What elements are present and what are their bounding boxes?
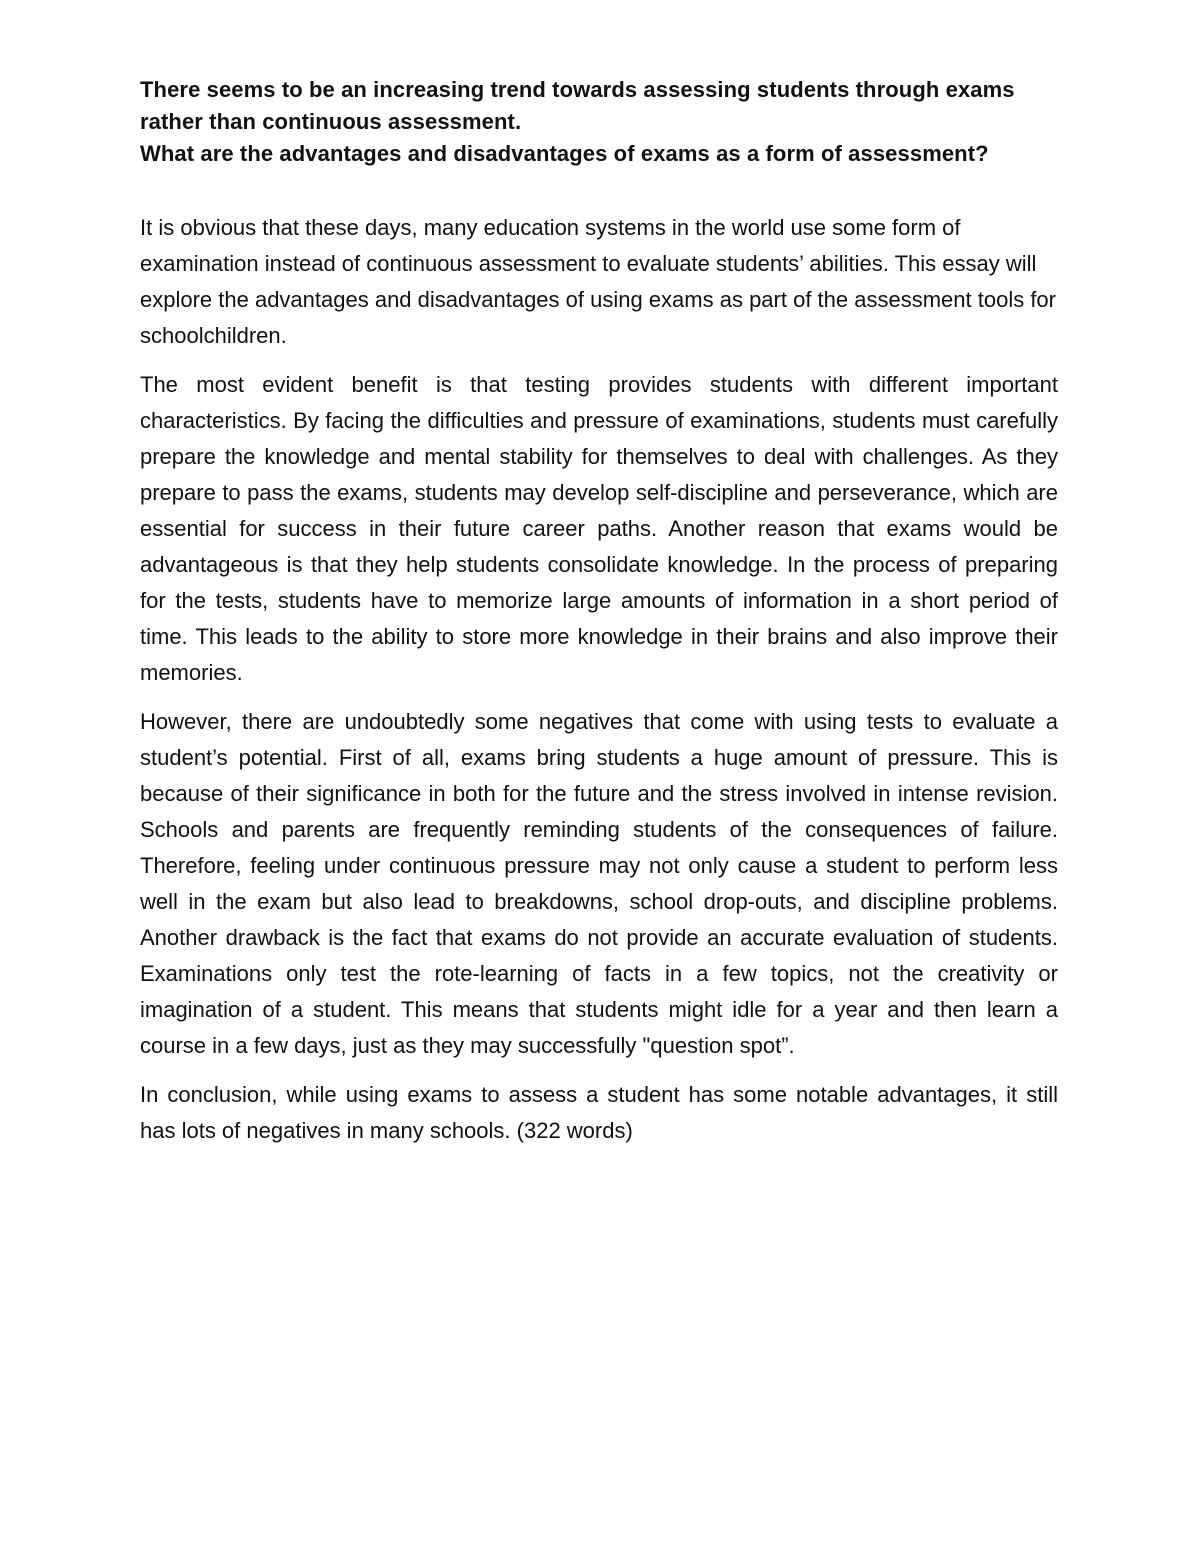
disadvantages-paragraph: However, there are undoubtedly some negatives that come with using tests to evaluate a student’s potential. First of all, exams bring students a huge amount of pressure. This is because of their significance in both for the future and the stress involved in intense revision. Schools and parents are frequently reminding students of the consequences of failure. Therefore, feeling under continuous pressure may not only cause a student to perform less well in the exam but also lead to breakdowns, school drop-outs, and discipline problems. Another drawback is the fact that exams do not provide an accurate evaluation of students. Examinations only test the rote-learning of facts in a few topics, not the creativity or imagination of a student. This means that students might idle for a year and then learn a course in a few days, just as they may successfully "question spot”. xyxy=(140,709,1058,1058)
introduction-paragraph: It is obvious that these days, many education systems in the world use some form of examination instead of continuous assessment to evaluate students’ abilities. This essay will explore the advantages and disadvantages of using exams as part of the assessment tools for schoolchildren. xyxy=(140,215,1056,348)
prompt-statement: There seems to be an increasing trend towards assessing students through exams rather than continuous assessment. xyxy=(140,77,1015,134)
essay-prompt xyxy=(140,74,1058,170)
essay-content xyxy=(140,74,1058,1162)
prompt-question: What are the advantages and disadvantages of exams as a form of assessment? xyxy=(140,141,989,166)
conclusion-paragraph: In conclusion, while using exams to assess a student has some notable advantages, it still has lots of negatives in many schools. (322 words) xyxy=(140,1082,1058,1143)
advantages-paragraph: The most evident benefit is that testing provides students with different important characteristics. By facing the difficulties and pressure of examinations, students must carefully prepare the knowledge and mental stability for themselves to deal with challenges. As they prepare to pass the exams, students may develop self-discipline and perseverance, which are essential for success in their future career paths. Another reason that exams would be advantageous is that they help students consolidate knowledge. In the process of preparing for the tests, students have to memorize large amounts of information in a short period of time. This leads to the ability to store more knowledge in their brains and also improve their memories. xyxy=(140,372,1058,685)
